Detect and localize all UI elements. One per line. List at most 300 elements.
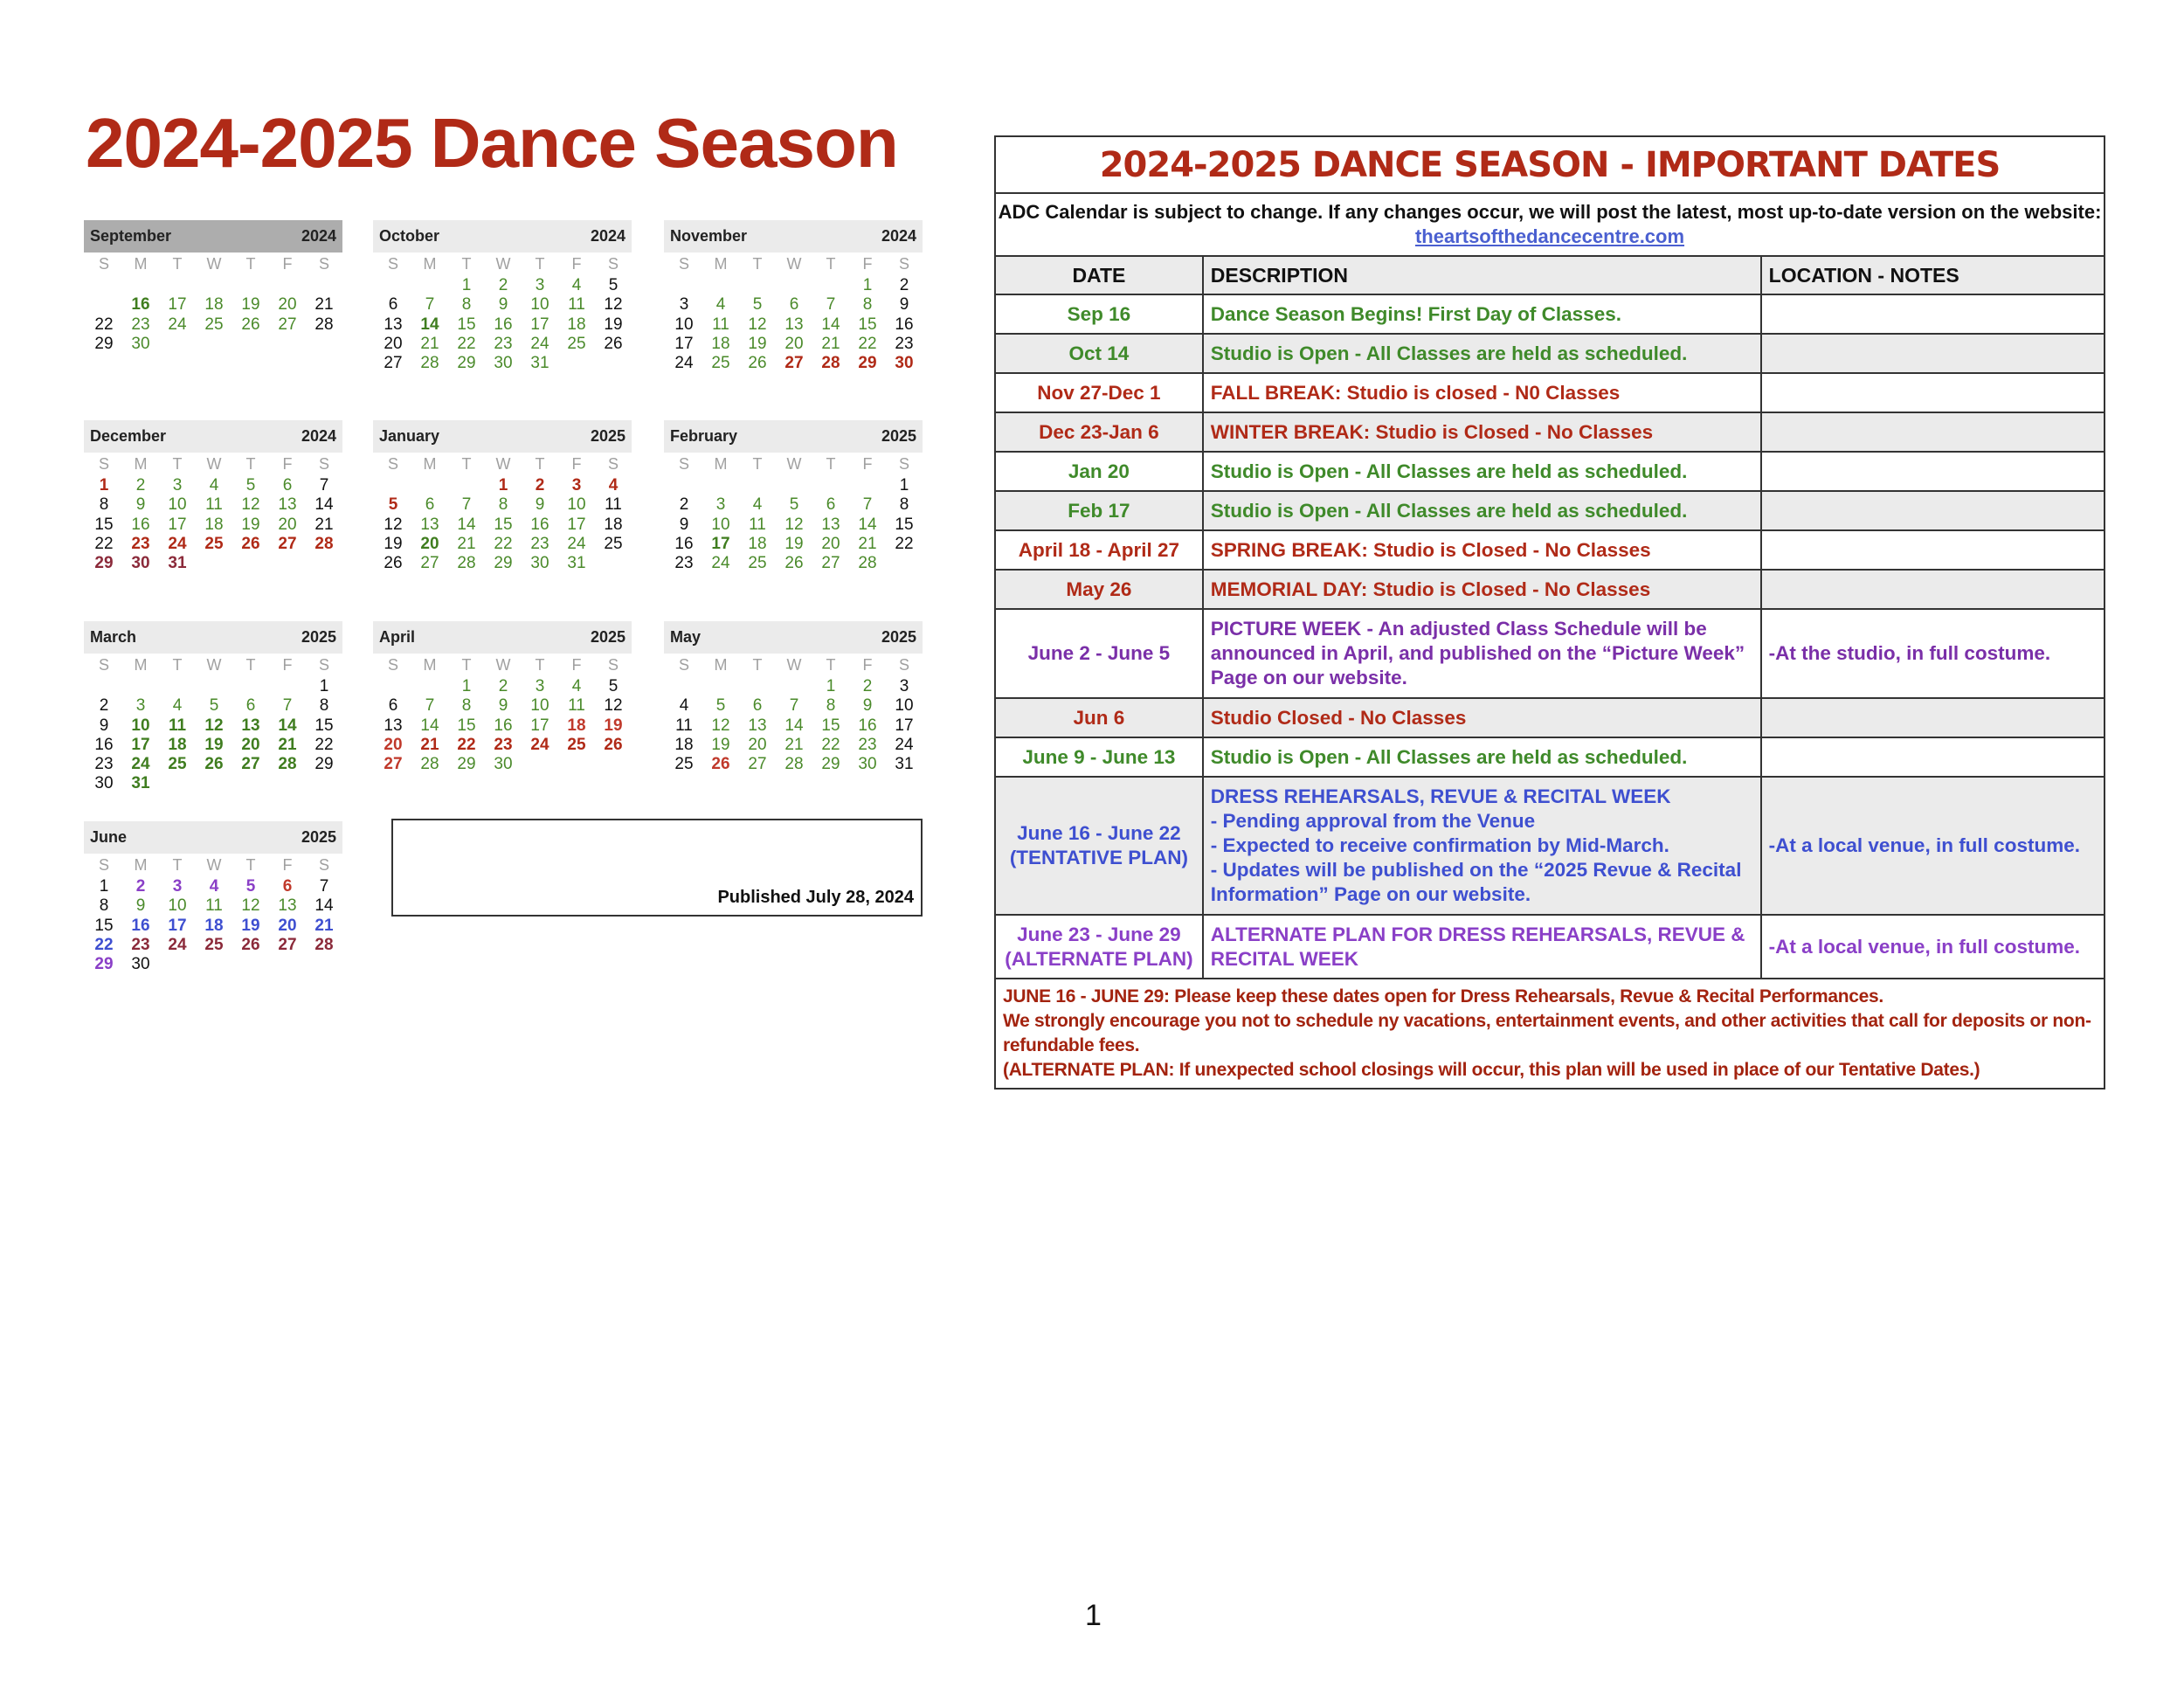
- month-year: 2024: [881, 227, 916, 245]
- weekday-label: F: [862, 255, 873, 273]
- calendar-day: 25: [204, 935, 224, 954]
- page-number: 1: [1085, 1599, 1102, 1632]
- row-location: [1761, 698, 2105, 737]
- calendar-day: 16: [131, 916, 150, 935]
- row-location: -At a local venue, in full costume.: [1761, 915, 2105, 979]
- month-name: September: [90, 227, 172, 245]
- row-description: Studio is Open - All Classes are held as scheduled.: [1203, 491, 1761, 530]
- calendar-day: 13: [241, 716, 260, 735]
- calendar-day: 8: [862, 295, 873, 315]
- calendar-header: [84, 821, 342, 854]
- calendar-day: 4: [209, 877, 219, 896]
- calendar-day: 19: [604, 315, 623, 334]
- calendar-day: 6: [245, 696, 256, 716]
- calendar-day: 27: [384, 755, 403, 774]
- calendar-day: 12: [604, 696, 623, 716]
- calendar-day: 21: [314, 295, 334, 315]
- weekday-label: S: [678, 656, 689, 674]
- month-year: 2024: [590, 227, 625, 245]
- month-year: 2025: [301, 628, 336, 646]
- month-name: February: [670, 427, 738, 445]
- calendar-day: 1: [461, 677, 472, 695]
- weekday-label: F: [571, 455, 582, 473]
- table-row: [995, 777, 2105, 915]
- calendar-april: [373, 621, 632, 774]
- calendar-day: 21: [457, 534, 476, 553]
- table-row: [995, 412, 2105, 452]
- row-description: ALTERNATE PLAN FOR DRESS REHEARSALS, REVUE & RECITAL WEEK: [1203, 915, 1761, 979]
- calendar-day: 22: [94, 534, 114, 553]
- row-description: FALL BREAK: Studio is closed - N0 Classes: [1203, 373, 1761, 412]
- weekday-label: S: [387, 455, 398, 473]
- row-description: Studio is Open - All Classes are held as scheduled.: [1203, 737, 1761, 777]
- weekday-label: S: [98, 656, 109, 674]
- calendar-day: 25: [748, 554, 767, 573]
- calendar-day: 20: [821, 534, 840, 553]
- weekday-label: S: [318, 856, 329, 874]
- weekday-label: T: [461, 656, 472, 674]
- calendar-day: 9: [679, 515, 689, 534]
- calendar-day: 4: [608, 476, 619, 495]
- calendar-day: 12: [241, 495, 260, 515]
- calendar-february: [664, 420, 923, 573]
- calendar-day: 17: [131, 735, 150, 754]
- calendar-day: 28: [784, 755, 804, 774]
- calendar-day: 24: [895, 735, 914, 754]
- calendar-day: 23: [895, 334, 914, 353]
- calendar-day: 9: [498, 696, 508, 716]
- calendar-day: 18: [204, 515, 224, 534]
- calendar-october: [373, 220, 632, 373]
- calendar-day: 20: [278, 295, 297, 315]
- calendar-day: 28: [821, 354, 840, 373]
- calendar-day: 1: [899, 476, 909, 495]
- calendar-day: 26: [604, 334, 623, 353]
- table-row: [995, 609, 2105, 698]
- calendar-day: 4: [172, 696, 183, 716]
- weekday-label: W: [786, 255, 802, 273]
- calendar-day: 1: [319, 677, 329, 695]
- weekday-label: F: [282, 656, 293, 674]
- calendar-day: 10: [530, 295, 549, 315]
- calendar-day: 28: [314, 534, 334, 553]
- calendar-day: 17: [530, 716, 549, 735]
- table-row: [995, 570, 2105, 609]
- calendar-day: 8: [461, 295, 472, 315]
- calendar-day: 9: [135, 495, 146, 515]
- calendar-day: 26: [784, 554, 804, 573]
- weekday-label: T: [752, 255, 763, 273]
- calendar-day: 13: [784, 315, 804, 334]
- footer-text: JUNE 16 - JUNE 29: Please keep these dates open for Dress Rehearsals, Revue & Recital Performances. We strongly encourage you not to schedule ny vacations, entertainment events, and other activities that call for deposits or non-refundable fees. (ALTERNATE PLAN: If unexpected school closings will occur, this plan will be used in place of our Tentative Dates.): [1003, 986, 2091, 1080]
- weekday-label: T: [752, 656, 763, 674]
- page-title: 2024-2025 Dance Season: [86, 104, 898, 182]
- calendar-day: 28: [420, 755, 439, 774]
- table-row: [995, 698, 2105, 737]
- calendar-day: 19: [748, 334, 767, 353]
- calendar-day: 27: [278, 315, 297, 334]
- row-location: [1761, 373, 2105, 412]
- calendar-day: 30: [858, 755, 877, 774]
- header-location: LOCATION - NOTES: [1761, 256, 2105, 294]
- calendar-day: 1: [862, 276, 873, 294]
- weekday-label: T: [245, 656, 256, 674]
- weekday-label: T: [826, 255, 836, 273]
- calendar-day: 3: [135, 696, 146, 716]
- row-location: [1761, 412, 2105, 452]
- calendar-day: 29: [494, 554, 513, 573]
- row-location: [1761, 530, 2105, 570]
- weekday-label: W: [206, 255, 222, 273]
- calendar-june: [84, 821, 342, 974]
- calendar-day: 1: [99, 877, 109, 896]
- calendar-day: 1: [498, 476, 508, 495]
- calendar-day: 18: [711, 334, 730, 353]
- weekday-label: T: [172, 656, 183, 674]
- published-box: [391, 819, 923, 917]
- calendar-day: 15: [457, 716, 476, 735]
- calendar-header: [84, 420, 342, 453]
- calendar-header: [84, 220, 342, 253]
- calendar-march: [84, 621, 342, 794]
- calendar-day: 23: [674, 554, 694, 573]
- calendar-day: 12: [384, 515, 403, 534]
- month-year: 2025: [301, 828, 336, 846]
- calendar-day: 25: [567, 334, 586, 353]
- table-note: [995, 193, 2105, 256]
- calendar-day: 3: [679, 295, 689, 315]
- header-date: DATE: [995, 256, 1203, 294]
- weekday-label: M: [134, 255, 148, 273]
- calendar-day: 11: [168, 716, 187, 735]
- calendar-day: 16: [131, 515, 150, 534]
- calendar-day: 9: [535, 495, 545, 515]
- calendar-day: 14: [278, 716, 297, 735]
- calendar-day: 10: [131, 716, 150, 735]
- calendar-day: 15: [858, 315, 877, 334]
- calendar-day: 26: [384, 554, 403, 573]
- calendar-day: 20: [784, 334, 804, 353]
- weekday-label: F: [571, 656, 582, 674]
- calendar-day: 22: [895, 534, 914, 553]
- weekday-label: S: [387, 656, 398, 674]
- weekday-label: W: [206, 656, 222, 674]
- table-header-row: [995, 256, 2105, 294]
- calendar-day: 25: [168, 755, 187, 774]
- calendar-day: 3: [535, 677, 545, 695]
- calendar-day: 20: [241, 735, 260, 754]
- calendar-day: 29: [314, 755, 334, 774]
- weekday-label: W: [206, 856, 222, 874]
- calendar-day: 21: [784, 735, 804, 754]
- calendar-day: 23: [131, 315, 150, 334]
- weekday-label: T: [752, 455, 763, 473]
- row-date: Sep 16: [995, 294, 1203, 334]
- calendar-day: 12: [604, 295, 623, 315]
- calendar-day: 21: [420, 735, 439, 754]
- calendar-day: 23: [131, 935, 150, 954]
- row-location: -At a local venue, in full costume.: [1761, 777, 2105, 915]
- row-description: Studio Closed - No Classes: [1203, 698, 1761, 737]
- weekday-label: T: [172, 856, 183, 874]
- calendar-day: 16: [858, 716, 877, 735]
- calendar-day: 11: [675, 716, 693, 735]
- calendar-day: 24: [567, 534, 586, 553]
- calendar-day: 16: [94, 735, 114, 754]
- calendar-day: 4: [715, 295, 726, 315]
- weekday-label: T: [245, 455, 256, 473]
- calendar-day: 11: [712, 315, 729, 334]
- calendar-day: 10: [168, 896, 187, 916]
- calendar-day: 3: [899, 677, 909, 695]
- calendar-day: 15: [821, 716, 840, 735]
- weekday-label: S: [98, 856, 109, 874]
- calendar-day: 23: [131, 534, 150, 553]
- weekday-label: F: [571, 255, 582, 273]
- calendar-day: 29: [457, 354, 476, 373]
- weekday-label: W: [786, 455, 802, 473]
- calendar-day: 17: [567, 515, 586, 534]
- calendar-december: [84, 420, 342, 573]
- calendar-day: 10: [674, 315, 694, 334]
- calendar-day: 18: [168, 735, 187, 754]
- calendar-day: 7: [319, 877, 329, 896]
- calendar-day: 5: [388, 495, 398, 515]
- calendar-day: 23: [858, 735, 877, 754]
- weekday-label: T: [535, 656, 545, 674]
- weekday-label: M: [134, 656, 148, 674]
- calendar-day: 14: [420, 716, 439, 735]
- row-date: May 26: [995, 570, 1203, 609]
- calendar-header: [373, 621, 632, 654]
- calendar-day: 5: [608, 677, 619, 695]
- weekday-label: W: [495, 656, 511, 674]
- weekday-label: T: [245, 856, 256, 874]
- calendar-day: 5: [715, 696, 726, 716]
- calendar-day: 8: [498, 495, 508, 515]
- calendar-day: 13: [821, 515, 840, 534]
- calendar-day: 16: [530, 515, 549, 534]
- calendar-day: 14: [314, 495, 334, 515]
- calendar-day: 6: [826, 495, 836, 515]
- calendar-day: 7: [862, 495, 873, 515]
- table-footer: [995, 979, 2105, 1089]
- calendar-day: 26: [204, 755, 224, 774]
- calendar-day: 17: [168, 916, 187, 935]
- calendar-day: 30: [494, 354, 513, 373]
- calendar-day: 13: [420, 515, 439, 534]
- calendar-day: 8: [319, 696, 329, 716]
- calendar-day: 11: [749, 515, 766, 534]
- calendar-day: 20: [278, 916, 297, 935]
- note-text: ADC Calendar is subject to change. If any changes occur, we will post the latest, most up-to-date version on the website:: [998, 201, 2102, 223]
- calendar-day: 30: [94, 774, 114, 793]
- calendar-day: 27: [278, 935, 297, 954]
- calendar-day: 18: [204, 916, 224, 935]
- calendar-day: 26: [711, 755, 730, 774]
- weekday-label: T: [461, 455, 472, 473]
- calendar-day: 24: [674, 354, 694, 373]
- calendar-day: 20: [384, 735, 403, 754]
- calendar-day: 18: [567, 716, 586, 735]
- calendar-day: 11: [605, 495, 622, 515]
- row-date: Dec 23-Jan 6: [995, 412, 1203, 452]
- table-row: [995, 452, 2105, 491]
- calendar-day: 9: [135, 896, 146, 916]
- calendar-day: 2: [498, 677, 508, 695]
- row-date: Jan 20: [995, 452, 1203, 491]
- calendar-day: 29: [94, 554, 114, 573]
- month-name: May: [670, 628, 702, 646]
- calendar-day: 16: [494, 315, 513, 334]
- calendar-day: 23: [94, 755, 114, 774]
- calendar-day: 31: [168, 554, 187, 573]
- calendar-day: 14: [821, 315, 840, 334]
- calendar-day: 24: [711, 554, 730, 573]
- weekday-label: W: [495, 455, 511, 473]
- calendar-day: 12: [748, 315, 767, 334]
- calendar-day: 12: [204, 716, 224, 735]
- weekday-label: M: [423, 455, 437, 473]
- row-location: [1761, 334, 2105, 373]
- calendar-day: 24: [530, 334, 549, 353]
- calendar-day: 17: [895, 716, 914, 735]
- month-name: October: [379, 227, 440, 245]
- calendar-day: 26: [241, 534, 260, 553]
- calendar-day: 8: [99, 896, 109, 916]
- weekday-label: S: [98, 255, 109, 273]
- calendar-day: 28: [314, 935, 334, 954]
- weekday-label: T: [245, 255, 256, 273]
- calendar-day: 8: [99, 495, 109, 515]
- calendar-day: 15: [314, 716, 334, 735]
- weekday-label: T: [172, 255, 183, 273]
- weekday-label: M: [714, 255, 728, 273]
- row-date: June 9 - June 13: [995, 737, 1203, 777]
- website-link[interactable]: theartsofthedancecentre.com: [1414, 225, 1685, 247]
- calendar-day: 21: [821, 334, 840, 353]
- calendar-day: 7: [826, 295, 836, 315]
- calendar-day: 12: [711, 716, 730, 735]
- row-description: Studio is Open - All Classes are held as scheduled.: [1203, 452, 1761, 491]
- calendar-day: 29: [821, 755, 840, 774]
- calendar-day: 9: [498, 295, 508, 315]
- calendar-day: 6: [388, 696, 398, 716]
- calendar-day: 17: [168, 295, 187, 315]
- calendar-day: 19: [241, 295, 260, 315]
- important-dates-table: [994, 135, 2105, 1090]
- calendar-november: [664, 220, 923, 373]
- calendar-day: 10: [567, 495, 586, 515]
- weekday-label: S: [318, 455, 329, 473]
- calendar-day: 14: [784, 716, 804, 735]
- weekday-label: F: [282, 255, 293, 273]
- calendar-day: 30: [895, 354, 914, 373]
- calendar-day: 6: [789, 295, 799, 315]
- calendar-day: 12: [241, 896, 260, 916]
- calendar-day: 18: [604, 515, 623, 534]
- row-description: PICTURE WEEK - An adjusted Class Schedule will be announced in April, and published on the “Picture Week” Page on our website.: [1203, 609, 1761, 698]
- calendar-day: 13: [748, 716, 767, 735]
- calendar-day: 2: [135, 877, 146, 896]
- calendar-day: 5: [608, 276, 619, 294]
- calendar-day: 24: [168, 315, 187, 334]
- calendar-day: 30: [131, 955, 150, 974]
- calendar-day: 16: [895, 315, 914, 334]
- calendar-day: 15: [94, 515, 114, 534]
- weekday-label: F: [282, 455, 293, 473]
- calendar-day: 21: [314, 515, 334, 534]
- calendar-day: 4: [752, 495, 763, 515]
- header-description: DESCRIPTION: [1203, 256, 1761, 294]
- weekday-label: S: [387, 255, 398, 273]
- calendar-day: 18: [674, 735, 694, 754]
- calendar-day: 6: [282, 476, 293, 495]
- calendar-day: 4: [209, 476, 219, 495]
- row-date: June 23 - June 29 (ALTERNATE PLAN): [995, 915, 1203, 979]
- row-location: [1761, 737, 2105, 777]
- table-row: [995, 915, 2105, 979]
- calendar-day: 27: [748, 755, 767, 774]
- calendar-day: 2: [862, 677, 873, 695]
- calendar-day: 9: [862, 696, 873, 716]
- calendar-day: 22: [314, 735, 334, 754]
- calendar-day: 31: [131, 774, 150, 793]
- calendar-day: 8: [826, 696, 836, 716]
- calendar-day: 19: [384, 534, 403, 553]
- month-name: April: [379, 628, 416, 646]
- calendar-day: 22: [94, 315, 114, 334]
- calendar-day: 19: [204, 735, 224, 754]
- calendar-day: 7: [789, 696, 799, 716]
- calendar-day: 2: [899, 276, 909, 294]
- month-name: December: [90, 427, 167, 445]
- weekday-label: S: [898, 455, 909, 473]
- weekday-label: S: [98, 455, 109, 473]
- calendar-day: 16: [494, 716, 513, 735]
- calendar-day: 26: [241, 935, 260, 954]
- calendar-day: 15: [94, 916, 114, 935]
- calendar-day: 2: [135, 476, 146, 495]
- calendar-day: 8: [461, 696, 472, 716]
- calendar-day: 28: [314, 315, 334, 334]
- row-date: Feb 17: [995, 491, 1203, 530]
- row-description: DRESS REHEARSALS, REVUE & RECITAL WEEK - Pending approval from the Venue - Expected to receive confirmation by Mid-March. - Updates will be published on the “2025 Revue & Recital Information” Page on our website.: [1203, 777, 1761, 915]
- row-location: [1761, 491, 2105, 530]
- calendar-day: 29: [94, 334, 114, 353]
- weekday-label: S: [678, 455, 689, 473]
- calendar-day: 17: [168, 515, 187, 534]
- table-row: [995, 373, 2105, 412]
- table-row: [995, 334, 2105, 373]
- calendar-day: 5: [245, 877, 256, 896]
- calendar-day: 2: [99, 696, 109, 716]
- calendar-day: 11: [568, 295, 585, 315]
- calendar-may: [664, 621, 923, 774]
- calendar-day: 2: [679, 495, 689, 515]
- calendar-day: 28: [858, 554, 877, 573]
- calendar-day: 19: [241, 916, 260, 935]
- row-date: Nov 27-Dec 1: [995, 373, 1203, 412]
- weekday-label: S: [898, 255, 909, 273]
- calendar-day: 22: [858, 334, 877, 353]
- calendar-day: 9: [99, 716, 109, 735]
- weekday-label: W: [495, 255, 511, 273]
- calendar-day: 6: [425, 495, 435, 515]
- calendar-day: 15: [494, 515, 513, 534]
- calendar-day: 25: [604, 534, 623, 553]
- row-location: [1761, 294, 2105, 334]
